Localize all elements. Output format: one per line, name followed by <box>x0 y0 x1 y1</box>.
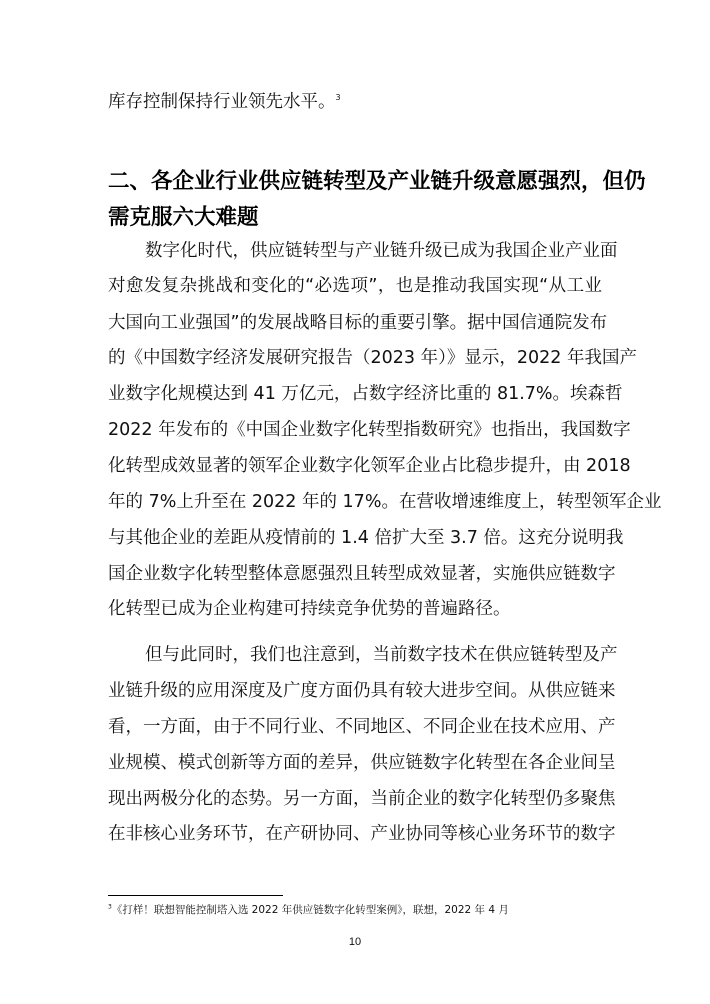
paragraph-2-line-4: 业规模、模式创新等方面的差异，供应链数字化转型在各企业间呈 <box>108 753 616 773</box>
paragraph-1-line-5: 业数字化规模达到 41 万亿元，占数字经济比重的 81.7%。埃森哲 <box>108 384 623 404</box>
footnote-divider <box>108 895 283 896</box>
top-fragment-line <box>108 90 602 114</box>
page-number: 10 <box>348 936 362 948</box>
paragraph-2-line-1: 但与此同时，我们也注意到，当前数字技术在供应链转型及产 <box>145 645 618 665</box>
paragraph-1-line-4: 的《中国数字经济发展研究报告（2023 年）》显示，2022 年我国产 <box>108 348 637 368</box>
paragraph-1-line-2: 对愈发复杂挑战和变化的“必选项”，也是推动我国实现“从工业 <box>108 276 602 296</box>
paragraph-1-line-1: 数字化时代，供应链转型与产业链升级已成为我国企业产业面 <box>145 241 618 261</box>
paragraph-1-line-11: 化转型已成为企业构建可持续竞争优势的普遍路径。 <box>108 599 511 619</box>
paragraph-2-line-6: 在非核心业务环节，在产研协同、产业协同等核心业务环节的数字 <box>108 824 616 844</box>
section-heading-line-1: 二、各企业行业供应链转型及产业链升级意愿强烈，但仍 <box>108 169 646 194</box>
footnote-text: 《打样！联想智能控制塔入选 2022 年供应链数字化转型案例》，联想，2022 年 4 月 <box>111 904 509 916</box>
paragraph-2-line-3: 看，一方面，由于不同行业、不同地区、不同企业在技术应用、产 <box>108 717 616 737</box>
paragraph-1-line-8: 年的 7%上升至在 2022 年的 17%。在营收增速维度上，转型领军企业 <box>108 492 662 512</box>
footnote <box>108 902 602 918</box>
paragraph-1-line-10: 国企业数字化转型整体意愿强烈且转型成效显著，实施供应链数字 <box>108 564 616 584</box>
top-fragment-text: 库存控制保持行业领先水平。 <box>108 92 336 112</box>
paragraph-2-line-5: 现出两极分化的态势。另一方面，当前企业的数字化转型仍多聚焦 <box>108 789 616 809</box>
section-heading-line-2: 需克服六大难题 <box>108 205 259 230</box>
paragraph-1-line-6: 2022 年发布的《中国企业数字化转型指数研究》也指出，我国数字 <box>108 420 631 440</box>
footnote-marker: 3 <box>108 903 112 911</box>
paragraph-1-line-3: 大国向工业强国”的发展战略目标的重要引擎。据中国信通院发布 <box>108 313 608 333</box>
footnote-reference: 3 <box>335 93 341 103</box>
paragraph-2-line-2: 业链升级的应用深度及广度方面仍具有较大进步空间。从供应链来 <box>108 681 616 701</box>
paragraph-1-line-7: 化转型成效显著的领军企业数字化领军企业占比稳步提升，由 2018 <box>108 456 631 476</box>
paragraph-1-line-9: 与其他企业的差距从疫情前的 1.4 倍扩大至 3.7 倍。这充分说明我 <box>108 528 624 548</box>
